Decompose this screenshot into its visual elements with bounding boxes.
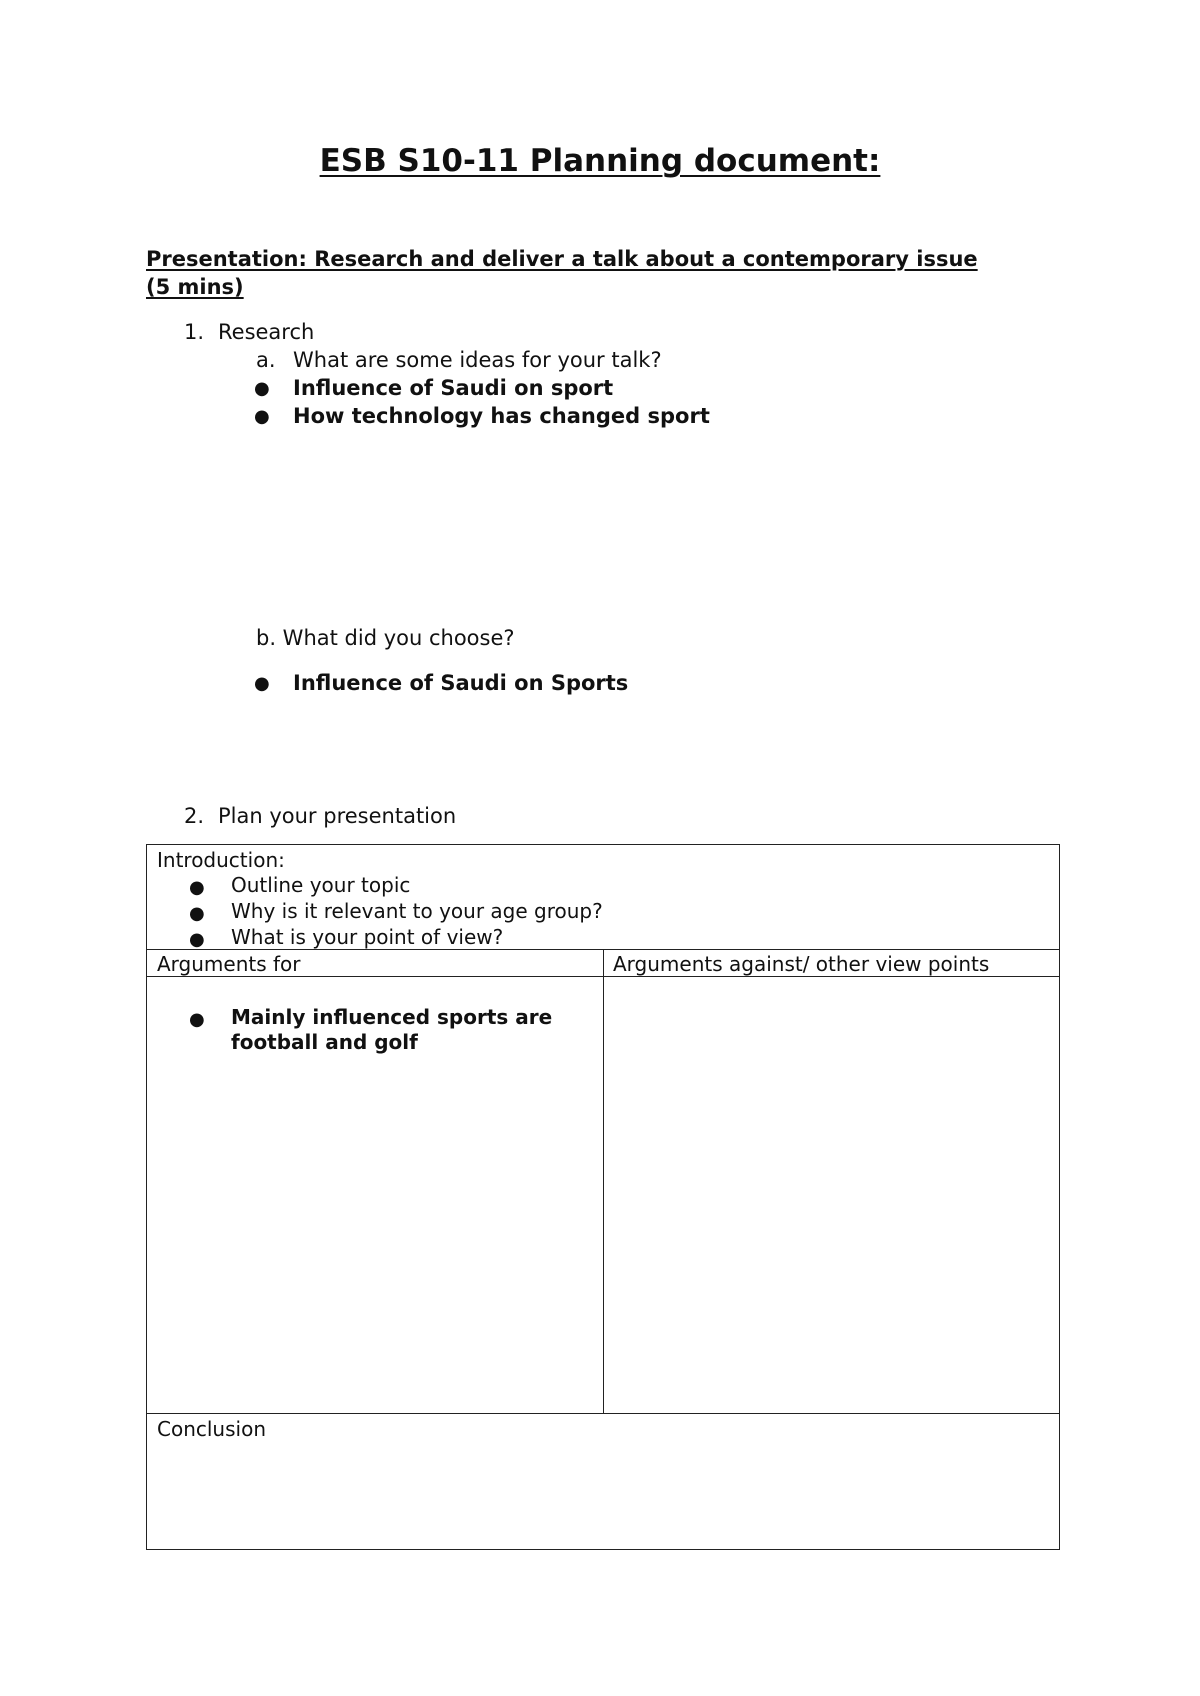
arguments-for-header: Arguments for [157, 952, 301, 976]
bullet-icon: ● [254, 378, 270, 399]
table-divider [147, 1413, 1059, 1414]
bullet-icon: ● [189, 1009, 205, 1030]
presentation-heading-line2: (5 mins) [146, 275, 244, 299]
question-a-marker: a. [256, 348, 276, 372]
bullet-icon: ● [189, 929, 205, 950]
question-b-text: b. What did you choose? [256, 626, 515, 650]
bullet-icon: ● [254, 673, 270, 694]
bullet-icon: ● [254, 406, 270, 427]
idea-item: How technology has changed sport [293, 404, 710, 428]
planning-table [146, 844, 1060, 1550]
table-column-divider [603, 949, 604, 1413]
presentation-heading-line1: Presentation: Research and deliver a talk about a contemporary issue [146, 247, 978, 271]
bullet-icon: ● [189, 903, 205, 924]
introduction-point: What is your point of view? [231, 925, 504, 949]
section2-number: 2. [184, 804, 205, 828]
question-a-text: What are some ideas for your talk? [293, 348, 662, 372]
arguments-against-header: Arguments against/ other view points [613, 952, 990, 976]
idea-item: Influence of Saudi on sport [293, 376, 614, 400]
introduction-point: Why is it relevant to your age group? [231, 899, 603, 923]
arguments-for-point-line2: football and golf [231, 1030, 418, 1054]
introduction-point: Outline your topic [231, 873, 411, 897]
document-title: ESB S10-11 Planning document: [319, 143, 881, 179]
section1-label: Research [218, 320, 315, 344]
introduction-label: Introduction: [157, 848, 285, 872]
arguments-for-point-line1: Mainly influenced sports are [231, 1005, 553, 1029]
section2-label: Plan your presentation [218, 804, 457, 828]
section1-number: 1. [184, 320, 205, 344]
bullet-icon: ● [189, 877, 205, 898]
conclusion-label: Conclusion [157, 1417, 266, 1441]
chosen-topic: Influence of Saudi on Sports [293, 671, 629, 695]
